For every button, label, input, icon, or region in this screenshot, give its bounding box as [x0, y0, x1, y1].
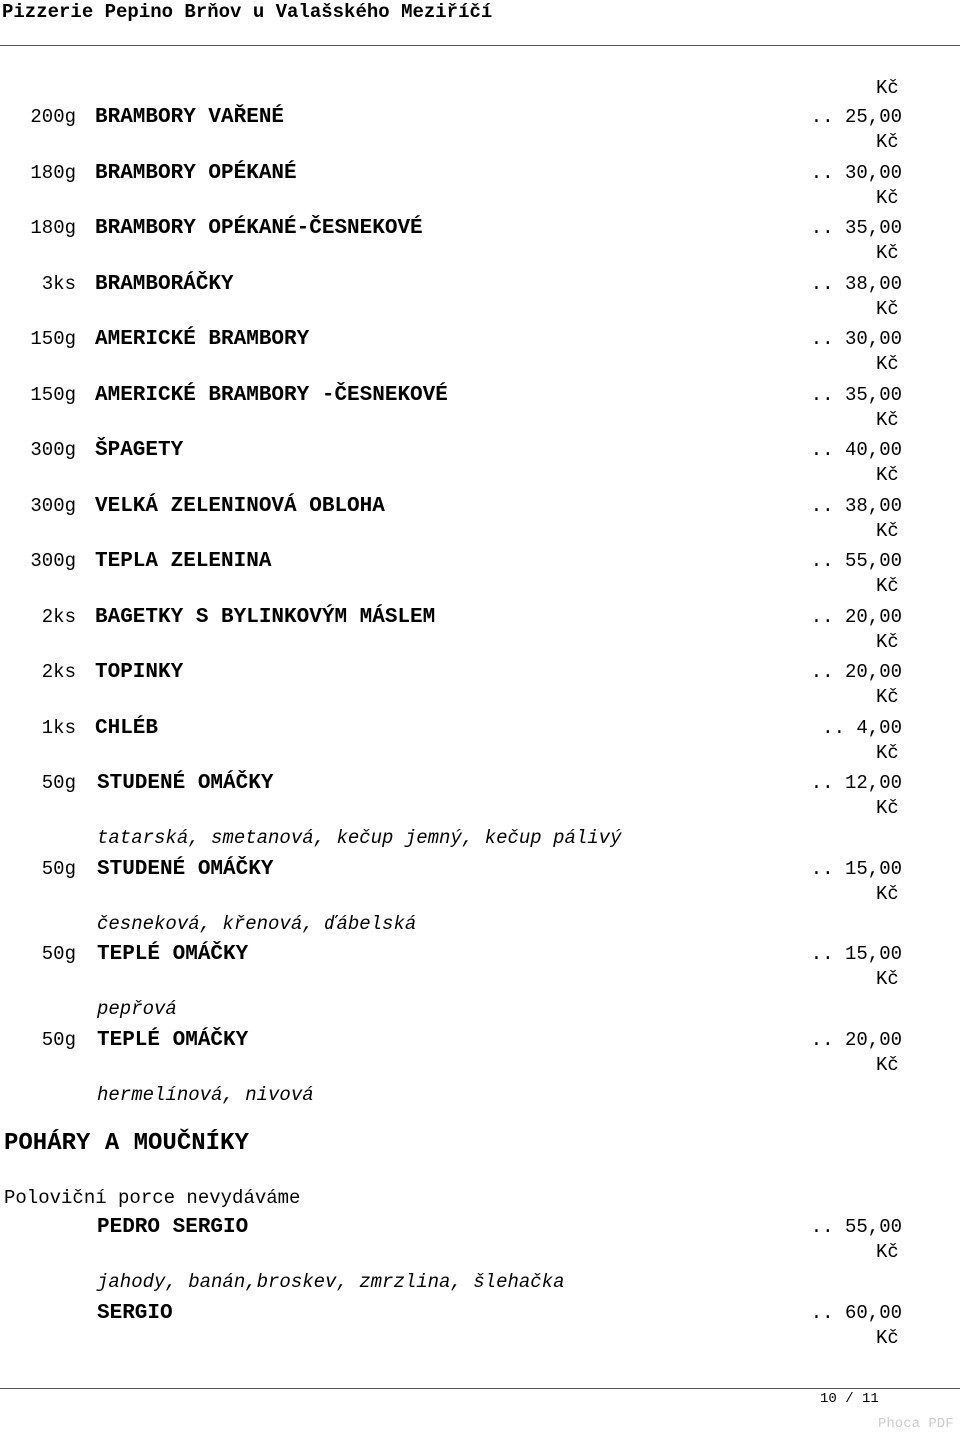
item-currency: Kč [876, 131, 899, 153]
item-name: ŠPAGETY [95, 439, 184, 462]
sauce-price: .. 15,00 [810, 943, 902, 965]
item-name: BRAMBORY OPÉKANÉ-ČESNEKOVÉ [95, 217, 423, 240]
item-name: BAGETKY S BYLINKOVÝM MÁSLEM [95, 605, 436, 629]
section-title: POHÁRY A MOUČNÍKY [4, 1130, 249, 1157]
sauce-name: STUDENÉ OMÁČKY [97, 772, 274, 795]
item-name: TEPLA ZELENINA [95, 550, 272, 573]
sauce-description: pepřová [97, 998, 177, 1020]
sauce-name: TEPLÉ OMÁČKY [97, 943, 249, 966]
item-price: .. 20,00 [810, 605, 902, 628]
item-quantity: 300g [30, 550, 76, 572]
sauce-description: hermelínová, nivová [97, 1083, 314, 1106]
item-quantity: 200g [30, 106, 76, 128]
section-note: Poloviční porce nevydáváme [4, 1187, 301, 1209]
item-name: AMERICKÉ BRAMBORY [95, 328, 310, 351]
item-price: .. 20,00 [810, 661, 902, 683]
sauce-price: .. 12,00 [810, 772, 902, 794]
item-price: .. 35,00 [810, 217, 902, 239]
item-currency: Kč [876, 408, 899, 431]
dessert-name: SERGIO [97, 1302, 173, 1325]
sauce-price: .. 20,00 [810, 1028, 902, 1051]
sauce-name: TEPLÉ OMÁČKY [97, 1028, 249, 1052]
item-price: .. 30,00 [810, 161, 902, 184]
item-quantity: 2ks [41, 605, 76, 628]
dessert-name: PEDRO SERGIO [97, 1216, 249, 1239]
dessert-currency: Kč [876, 1241, 899, 1263]
item-currency: Kč [876, 297, 899, 320]
item-quantity: 300g [30, 439, 76, 461]
dessert-price: .. 55,00 [810, 1216, 902, 1238]
sauce-description: česneková, křenová, ďábelská [97, 912, 417, 935]
item-name: AMERICKÉ BRAMBORY -ČESNEKOVÉ [95, 383, 448, 407]
item-currency: Kč [876, 353, 899, 375]
sauce-currency: Kč [876, 1053, 899, 1076]
item-quantity: 180g [30, 161, 76, 184]
sauce-quantity: 50g [41, 857, 76, 880]
sauce-description: tatarská, smetanová, kečup jemný, kečup pálivý [97, 827, 622, 849]
dessert-currency: Kč [876, 1327, 899, 1349]
sauce-quantity: 50g [41, 943, 76, 965]
item-currency: Kč [876, 575, 899, 597]
item-quantity: 3ks [41, 272, 76, 295]
item-currency: Kč [876, 242, 899, 264]
item-price: .. 40,00 [810, 439, 902, 461]
watermark: Phoca PDF [878, 1416, 954, 1432]
sauce-currency: Kč [876, 882, 899, 905]
item-name: VELKÁ ZELENINOVÁ OBLOHA [95, 494, 385, 518]
dessert-price: .. 60,00 [810, 1302, 902, 1324]
item-quantity: 150g [30, 328, 76, 350]
item-currency: Kč [876, 686, 899, 708]
footer-divider [0, 1388, 960, 1389]
item-price: .. 25,00 [810, 106, 902, 128]
item-price: .. 38,00 [810, 494, 902, 517]
sauce-quantity: 50g [41, 1028, 76, 1051]
item-currency: Kč [876, 186, 899, 209]
sauce-currency: Kč [876, 797, 899, 819]
item-quantity: 180g [30, 217, 76, 239]
item-quantity: 1ks [41, 716, 76, 739]
page-title: Pizzerie Pepino Brňov u Valašského Meziříčí [2, 1, 493, 23]
item-name: CHLÉB [95, 716, 159, 740]
item-currency: Kč [876, 630, 899, 653]
item-price: .. 30,00 [810, 328, 902, 350]
sauce-price: .. 15,00 [810, 857, 902, 880]
item-name: BRAMBORÁČKY [95, 272, 234, 296]
item-quantity: 2ks [41, 661, 76, 683]
item-currency: Kč [876, 464, 899, 486]
item-name: BRAMBORY OPÉKANÉ [95, 161, 297, 185]
page-number: 10 / 11 [820, 1391, 879, 1407]
item-currency: Kč [876, 519, 899, 542]
item-price: .. 35,00 [810, 383, 902, 406]
sauce-name: STUDENÉ OMÁČKY [97, 857, 274, 881]
item-quantity: 300g [30, 494, 76, 517]
item-price: .. 38,00 [810, 272, 902, 295]
dessert-description: jahody, banán,broskev, zmrzlina, šlehačka [97, 1271, 565, 1293]
currency-label: Kč [876, 77, 899, 99]
header-divider [0, 45, 960, 46]
item-price: .. 4,00 [822, 716, 902, 739]
sauce-currency: Kč [876, 968, 899, 990]
item-name: BRAMBORY VAŘENÉ [95, 106, 285, 129]
item-currency: Kč [876, 741, 899, 764]
item-price: .. 55,00 [810, 550, 902, 572]
item-name: TOPINKY [95, 661, 184, 684]
item-quantity: 150g [30, 383, 76, 406]
sauce-quantity: 50g [41, 772, 76, 794]
